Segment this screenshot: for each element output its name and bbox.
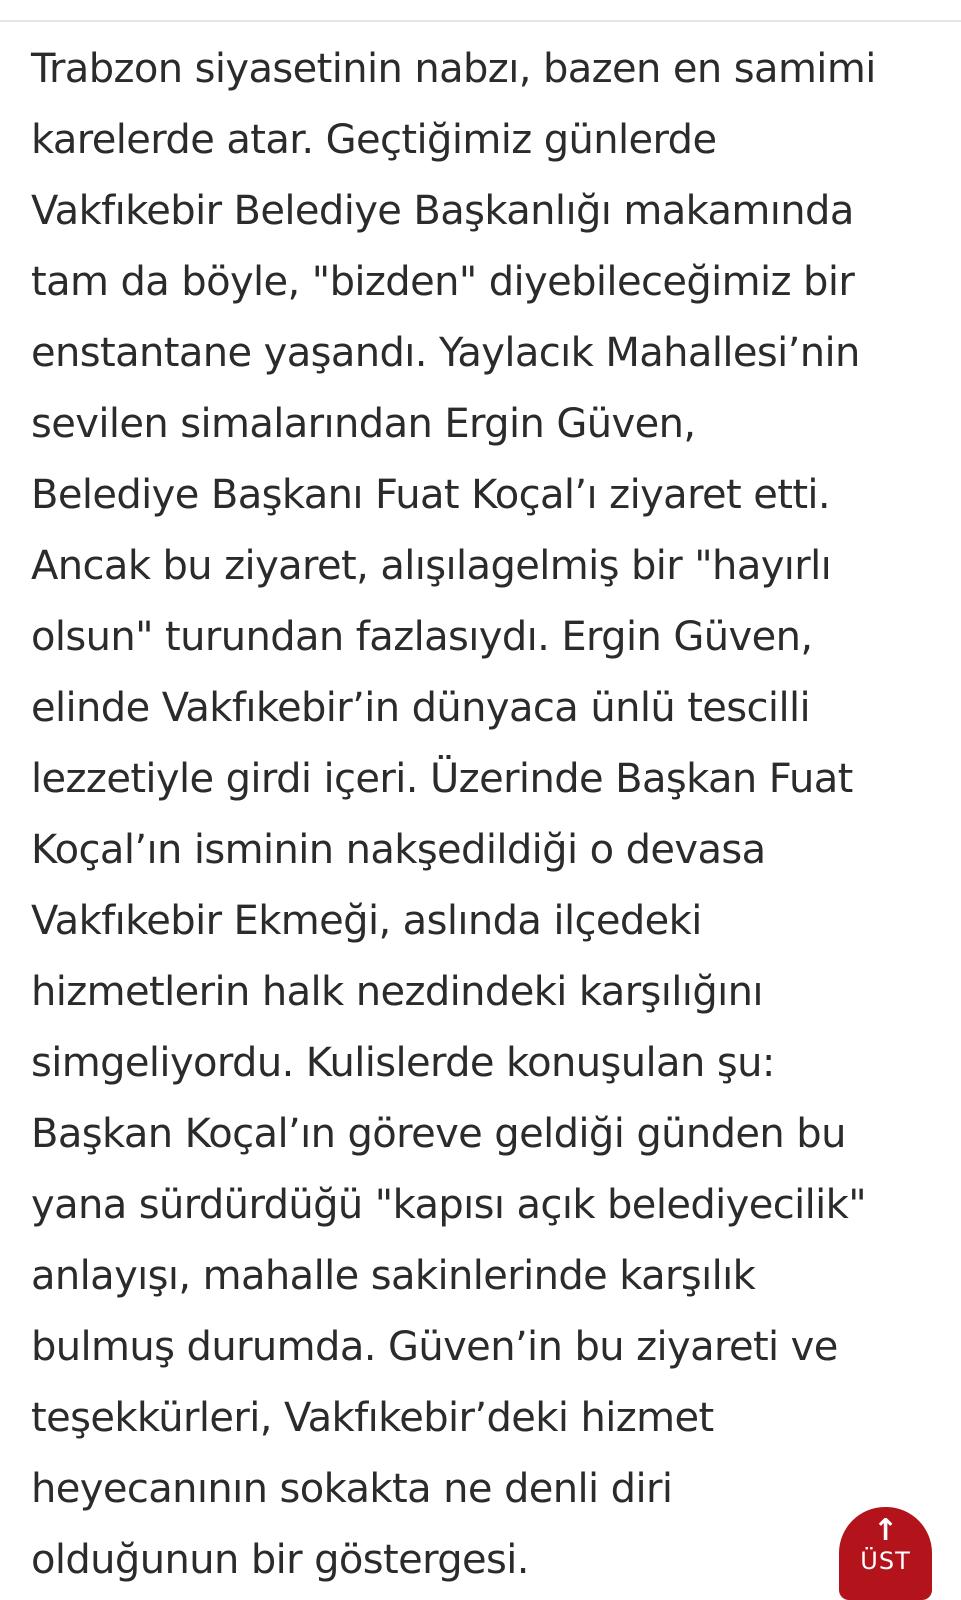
article-line: olsun" turundan fazlasıydı. Ergin Güven, xyxy=(31,614,813,660)
article-line: olduğunun bir göstergesi. xyxy=(31,1537,529,1583)
article-line: karelerde atar. Geçtiğimiz günlerde xyxy=(31,117,717,163)
scroll-to-top-label: ÜST xyxy=(860,1547,911,1575)
article-line: Trabzon siyasetinin nabzı, bazen en samimi xyxy=(31,46,876,92)
article-line: tam da böyle, "bizden" diyebileceğimiz bir xyxy=(31,259,855,305)
article-line: heyecanının sokakta ne denli diri xyxy=(31,1466,673,1512)
top-divider xyxy=(0,20,961,22)
article-line: lezzetiyle girdi içeri. Üzerinde Başkan Fuat xyxy=(31,756,853,802)
article-line: yana sürdürdüğü "kapısı açık belediyecilik" xyxy=(31,1182,867,1228)
article-line: Belediye Başkanı Fuat Koçal’ı ziyaret etti. xyxy=(31,472,831,518)
article-line: Koçal’ın isminin nakşedildiği o devasa xyxy=(31,827,766,873)
article-line: Vakfıkebir Ekmeği, aslında ilçedeki xyxy=(31,898,702,944)
article-line: Ancak bu ziyaret, alışılagelmiş bir "hayırlı xyxy=(31,543,832,589)
article-line: hizmetlerin halk nezdindeki karşılığını xyxy=(31,969,763,1015)
arrow-up-icon: ↑ xyxy=(872,1513,899,1548)
article-body xyxy=(31,34,931,1596)
article-line: Başkan Koçal’ın göreve geldiği günden bu xyxy=(31,1111,846,1157)
article-line: simgeliyordu. Kulislerde konuşulan şu: xyxy=(31,1040,775,1086)
scroll-to-top-button[interactable] xyxy=(839,1507,932,1600)
article-line: teşekkürleri, Vakfıkebir’deki hizmet xyxy=(31,1395,714,1441)
article-line: Vakfıkebir Belediye Başkanlığı makamında xyxy=(31,188,854,234)
article-line: sevilen simalarından Ergin Güven, xyxy=(31,401,696,447)
article-line: bulmuş durumda. Güven’in bu ziyareti ve xyxy=(31,1324,838,1370)
article-line: elinde Vakfıkebir’in dünyaca ünlü tescilli xyxy=(31,685,810,731)
article-line: anlayışı, mahalle sakinlerinde karşılık xyxy=(31,1253,756,1299)
article-line: enstantane yaşandı. Yaylacık Mahallesi’nin xyxy=(31,330,860,376)
